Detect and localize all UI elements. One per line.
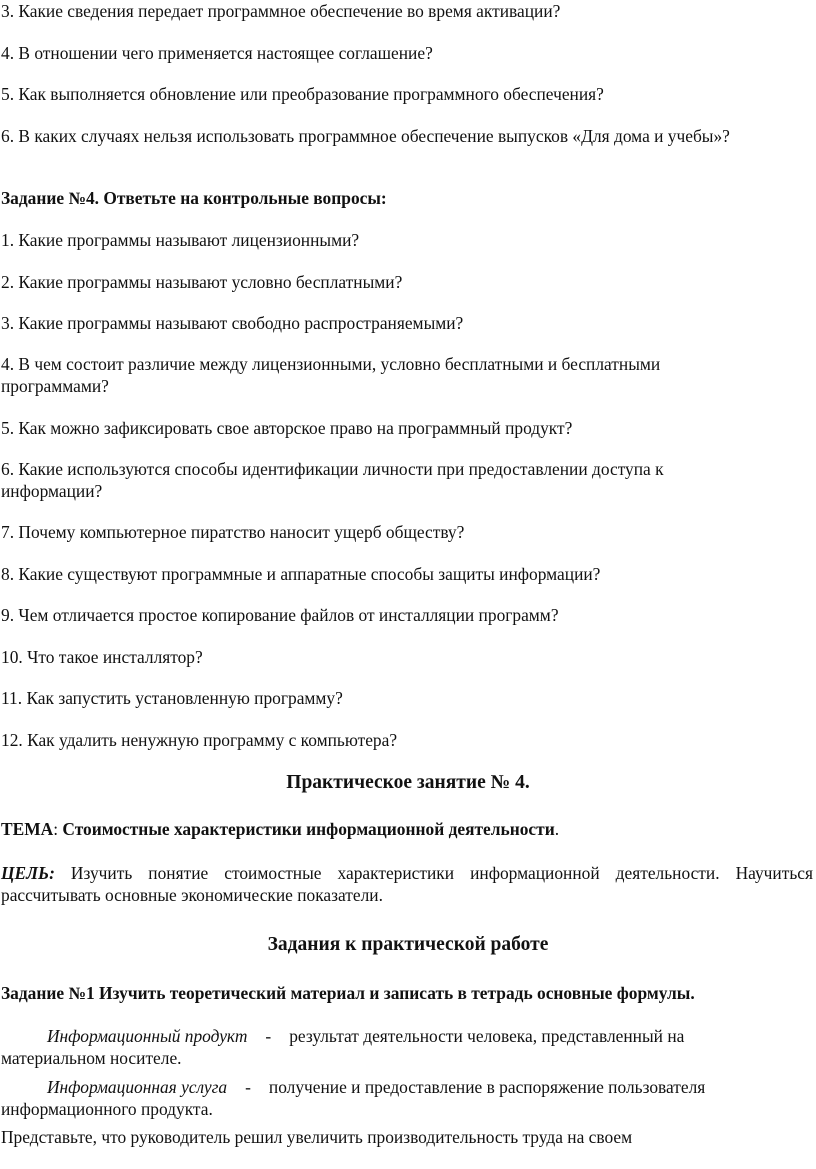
lesson-goal xyxy=(1,862,813,906)
task1-heading: Задание №1 Изучить теоретический материал и записать в тетрадь основные формулы. xyxy=(1,983,695,1003)
topic-end: . xyxy=(554,819,560,839)
lesson-topic xyxy=(1,818,813,840)
control-question: 5. Как можно зафиксировать свое авторское право на программный продукт? xyxy=(1,418,573,438)
control-question: 8. Какие существуют программные и аппаратные способы защиты информации? xyxy=(1,564,601,584)
definition-item xyxy=(1,1025,781,1069)
definition-text: получение и предоставление в распоряжение пользователя информационного продукта. xyxy=(1,1077,706,1119)
definition-term: Информационная услуга xyxy=(47,1077,228,1097)
control-question: 12. Как удалить ненужную программу с компьютера? xyxy=(1,730,398,750)
topic-text: Стоимостные характеристики информационной деятельности xyxy=(62,819,555,839)
goal-text: Изучить понятие стоимостные характеристики информационной деятельности. Научиться рассчитывать основные экономические показатели. xyxy=(1,863,813,905)
goal-label: ЦЕЛЬ: xyxy=(1,863,55,883)
question-item: 5. Как выполняется обновление или преобразование программного обеспечения? xyxy=(1,84,604,104)
control-question: 1. Какие программы называют лицензионными? xyxy=(1,230,360,250)
definition-dash: - xyxy=(265,1026,272,1046)
control-question: 9. Чем отличается простое копирование файлов от инсталляции программ? xyxy=(1,605,559,625)
question-item: 3. Какие сведения передает программное обеспечение во время активации? xyxy=(1,1,561,21)
definition-item xyxy=(1,1076,781,1120)
paragraph-line: Представьте, что руководитель решил увеличить производительность труда на своем xyxy=(1,1127,633,1147)
task4-heading: Задание №4. Ответьте на контрольные вопросы: xyxy=(1,188,387,208)
control-question: 3. Какие программы называют свободно распространяемыми? xyxy=(1,313,464,333)
control-question: 6. Какие используются способы идентификации личности при предоставлении доступа к информации? xyxy=(1,459,664,501)
definition-term: Информационный продукт xyxy=(47,1026,248,1046)
lesson-title: Практическое занятие № 4. xyxy=(286,772,530,793)
definition-text: результат деятельности человека, представленный на материальном носителе. xyxy=(1,1026,685,1068)
question-item: 4. В отношении чего применяется настоящее соглашение? xyxy=(1,43,433,63)
tasks-heading: Задания к практической работе xyxy=(267,934,549,955)
control-question: 7. Почему компьютерное пиратство наносит ущерб обществу? xyxy=(1,522,465,542)
question-item: 6. В каких случаях нельзя использовать программное обеспечение выпусков «Для дома и учебы»? xyxy=(1,126,730,146)
definition-dash: - xyxy=(245,1077,251,1097)
topic-label: ТЕМА xyxy=(1,819,54,839)
control-question: 4. В чем состоит различие между лицензионными, условно бесплатными и бесплатными программами? xyxy=(1,354,661,396)
control-question: 11. Как запустить установленную программу? xyxy=(1,688,343,708)
control-question: 10. Что такое инсталлятор? xyxy=(1,647,203,667)
topic-separator: : xyxy=(53,819,63,839)
control-question: 2. Какие программы называют условно бесплатными? xyxy=(1,272,403,292)
